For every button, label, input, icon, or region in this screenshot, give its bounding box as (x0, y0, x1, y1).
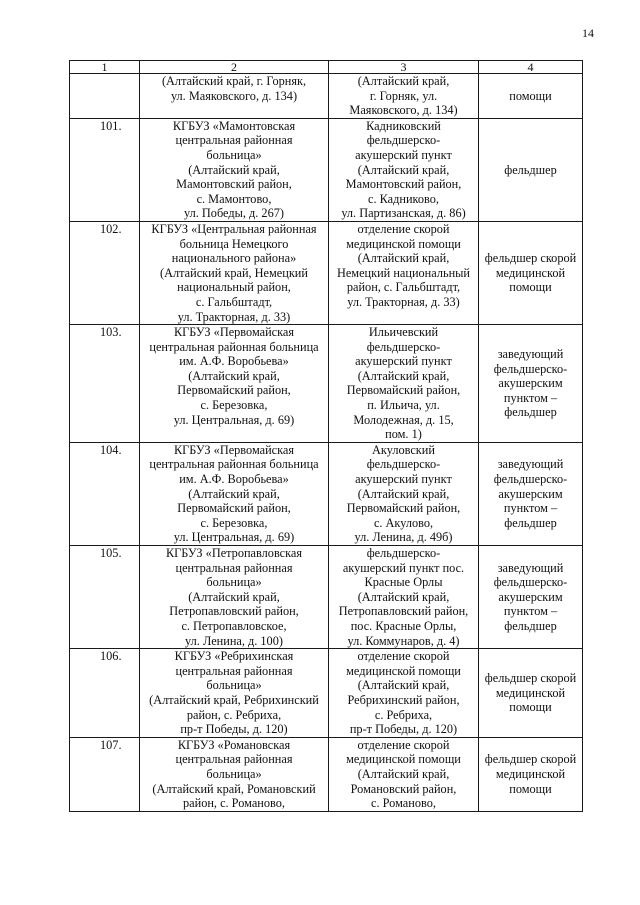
unit-line: ул. Партизанская, д. 86) (341, 206, 466, 221)
unit-line: фельдшерско- (366, 339, 441, 354)
position-line: заведующий (497, 457, 564, 472)
institution-line: (Алтайский край, Немецкий (160, 265, 308, 280)
unit-line: (Алтайский край, (357, 678, 450, 693)
institution-cell (140, 118, 329, 221)
unit-line: Первомайский район, (346, 501, 461, 516)
institution-cell (140, 442, 329, 545)
institution-line: КГБУЗ «Романовская (177, 737, 291, 752)
institution-line: больница» (206, 766, 262, 781)
unit-cell (329, 442, 479, 545)
institution-cell (140, 325, 329, 443)
position-cell (479, 325, 583, 443)
position-cell (479, 737, 583, 811)
institution-line: (Алтайский край, Романовский (152, 781, 316, 796)
institution-line: (Алтайский край, (188, 162, 280, 177)
institution-line: Мамонтовский район, (176, 177, 292, 192)
row-number: 107. (70, 737, 140, 811)
position-line: медицинской (495, 685, 566, 700)
unit-line: акушерский пункт пос. (342, 560, 465, 575)
position-line: медицинской (495, 265, 566, 280)
institution-line: ул. Победы, д. 267) (184, 206, 284, 221)
table-row (70, 118, 583, 221)
institution-line: больница» (206, 575, 262, 590)
header-cell-4: 4 (479, 61, 583, 74)
unit-line: п. Ильича, ул. (367, 398, 440, 413)
institution-line: ул. Центральная, д. 69) (173, 530, 295, 545)
institution-line: (Алтайский край, Ребрихинский (149, 692, 319, 707)
row-number: 101. (70, 118, 140, 221)
unit-cell (329, 737, 479, 811)
institution-line: с. Березовка, (200, 515, 268, 530)
position-cell (479, 221, 583, 324)
institution-cell (140, 649, 329, 738)
institution-line: район, с. Романово, (183, 796, 285, 811)
row-number: 103. (70, 325, 140, 443)
unit-line: ул. Тракторная, д. 33) (347, 294, 460, 309)
unit-line: Кадниковский (366, 118, 441, 133)
institution-line: КГБУЗ «Первомайская (173, 442, 295, 457)
table-row (70, 325, 583, 443)
institution-line: (Алтайский край, (188, 368, 280, 383)
unit-line: Мамонтовский район, (345, 177, 462, 192)
unit-line: Первомайский район, (346, 383, 461, 398)
table-row (70, 442, 583, 545)
unit-line: пос. Красные Орлы, (350, 618, 457, 633)
row-number: 106. (70, 649, 140, 738)
institution-line: с. Петропавловское, (181, 618, 287, 633)
institution-line: центральная районная больница (149, 339, 319, 354)
position-line: помощи (509, 781, 552, 796)
unit-line: г. Горняк, ул. (369, 88, 438, 103)
position-line: фельдшерско- (493, 472, 568, 487)
unit-line: Маяковского, д. 134) (349, 103, 458, 118)
row-number: 105. (70, 546, 140, 649)
unit-line: фельдшерско- (366, 133, 441, 148)
facilities-table (69, 60, 583, 812)
unit-line: Немецкий национальный (336, 265, 471, 280)
institution-line: Первомайский район, (177, 383, 291, 398)
institution-line: центральная районная (175, 752, 293, 767)
unit-cell (329, 118, 479, 221)
unit-line: (Алтайский край, (357, 162, 450, 177)
institution-line: центральная районная (175, 663, 293, 678)
institution-line: с. Гальбштадт, (195, 294, 273, 309)
institution-line: центральная районная (175, 560, 293, 575)
header-cell-2: 2 (140, 61, 329, 74)
unit-line: с. Романово, (371, 796, 436, 811)
unit-line: (Алтайский край, (357, 251, 450, 266)
unit-line: Ребрихинский район, (347, 692, 460, 707)
row-number: 102. (70, 221, 140, 324)
institution-line: (Алтайский край, г. Горняк, (161, 74, 307, 88)
institution-line: больница Немецкого (179, 236, 289, 251)
unit-cell (329, 649, 479, 738)
unit-line: акушерский пункт (355, 147, 452, 162)
institution-line: больница» (206, 147, 262, 162)
institution-line: ул. Ленина, д. 100) (185, 633, 283, 648)
institution-line: Первомайский район, (177, 501, 291, 516)
position-line: акушерским (498, 376, 563, 391)
institution-cell (140, 546, 329, 649)
header-cell-3: 3 (329, 61, 479, 74)
unit-line: медицинской помощи (346, 752, 461, 767)
unit-line: (Алтайский край, (357, 486, 450, 501)
unit-line: ул. Коммунаров, д. 4) (347, 633, 460, 648)
institution-line: с. Мамонтово, (196, 191, 272, 206)
table-row (70, 221, 583, 324)
institution-line: КГБУЗ «Первомайская (173, 325, 295, 340)
unit-line: Ильичевский (368, 325, 439, 340)
unit-line: пом. 1) (385, 427, 422, 442)
unit-line: ул. Ленина, д. 49б) (354, 530, 453, 545)
unit-line: отделение скорой (357, 649, 450, 664)
position-line: пунктом – (503, 604, 558, 619)
institution-line: с. Березовка, (200, 398, 268, 413)
unit-line: (Алтайский край, (357, 766, 450, 781)
position-line: фельдшер скорой (484, 251, 577, 266)
row-number (70, 74, 140, 119)
unit-line: отделение скорой (357, 221, 450, 236)
institution-line: национального района» (171, 251, 297, 266)
position-line: пунктом – (503, 501, 558, 516)
institution-line: больница» (206, 678, 262, 693)
row-number: 104. (70, 442, 140, 545)
table-row (70, 546, 583, 649)
unit-line: Петропавловский район, (338, 604, 469, 619)
table-row (70, 74, 583, 119)
header-cell-1: 1 (70, 61, 140, 74)
unit-cell (329, 546, 479, 649)
institution-line: район, с. Ребриха, (186, 707, 282, 722)
position-cell (479, 649, 583, 738)
institution-line: им. А.Ф. Воробьева» (179, 472, 289, 487)
institution-line: (Алтайский край, (188, 589, 280, 604)
position-line: помощи (509, 280, 552, 295)
position-line: фельдшер (504, 162, 557, 177)
institution-line: центральная районная (175, 133, 293, 148)
table-row (70, 737, 583, 811)
unit-cell (329, 221, 479, 324)
table-row (70, 649, 583, 738)
institution-line: КГБУЗ «Мамонтовская (172, 118, 296, 133)
unit-line: фельдшерско- (366, 546, 441, 560)
unit-line: акушерский пункт (355, 354, 452, 369)
institution-line: КГБУЗ «Петропавловская (165, 546, 303, 560)
position-line: фельдшер скорой (484, 671, 577, 686)
unit-line: акушерский пункт (355, 472, 452, 487)
position-line: помощи (509, 700, 552, 715)
position-line: фельдшер скорой (484, 752, 577, 767)
institution-cell (140, 74, 329, 119)
institution-line: ул. Маяковского, д. 134) (170, 88, 298, 103)
unit-line: район, с. Гальбштадт, (346, 280, 461, 295)
institution-line: национальный район, (177, 280, 291, 295)
unit-line: Акуловский (372, 442, 435, 457)
unit-line: медицинской помощи (346, 663, 461, 678)
position-line: фельдшерско- (493, 575, 568, 590)
unit-line: Романовский район, (350, 781, 457, 796)
table-header-row (70, 61, 583, 74)
position-line: помощи (509, 88, 552, 103)
position-line: заведующий (497, 560, 564, 575)
unit-line: (Алтайский край, (357, 589, 450, 604)
position-line: акушерским (498, 486, 563, 501)
unit-line: (Алтайский край, (357, 74, 450, 88)
position-line: акушерским (498, 589, 563, 604)
unit-line: медицинской помощи (346, 236, 461, 251)
unit-line: Молодежная, д. 15, (353, 412, 454, 427)
unit-cell (329, 74, 479, 119)
unit-line: (Алтайский край, (357, 368, 450, 383)
unit-line: с. Акулово, (373, 515, 434, 530)
unit-line: фельдшерско- (366, 457, 441, 472)
institution-line: ул. Тракторная, д. 33) (177, 309, 291, 324)
page-number: 14 (582, 26, 594, 40)
position-cell (479, 546, 583, 649)
institution-cell (140, 221, 329, 324)
position-line: пунктом – (503, 390, 558, 405)
position-line: фельдшер (504, 515, 557, 530)
position-line: фельдшер (504, 405, 557, 420)
position-line: медицинской (495, 766, 566, 781)
position-line: фельдшерско- (493, 361, 568, 376)
position-cell (479, 442, 583, 545)
position-cell (479, 118, 583, 221)
unit-line: пр-т Победы, д. 120) (349, 722, 458, 737)
institution-line: (Алтайский край, (188, 486, 280, 501)
institution-cell (140, 737, 329, 811)
institution-line: им. А.Ф. Воробьева» (179, 354, 289, 369)
institution-line: центральная районная больница (149, 457, 319, 472)
institution-line: КГБУЗ «Центральная районная (151, 221, 317, 236)
institution-line: КГБУЗ «Ребрихинская (174, 649, 294, 664)
unit-line: Красные Орлы (364, 575, 443, 590)
position-line: заведующий (497, 346, 564, 361)
position-line: фельдшер (504, 618, 557, 633)
unit-cell (329, 325, 479, 443)
unit-line: отделение скорой (357, 737, 450, 752)
institution-line: ул. Центральная, д. 69) (173, 412, 295, 427)
institution-line: Петропавловский район, (169, 604, 299, 619)
unit-line: с. Ребриха, (374, 707, 433, 722)
position-cell (479, 74, 583, 119)
unit-line: с. Кадниково, (368, 191, 439, 206)
institution-line: пр-т Победы, д. 120) (180, 722, 288, 737)
